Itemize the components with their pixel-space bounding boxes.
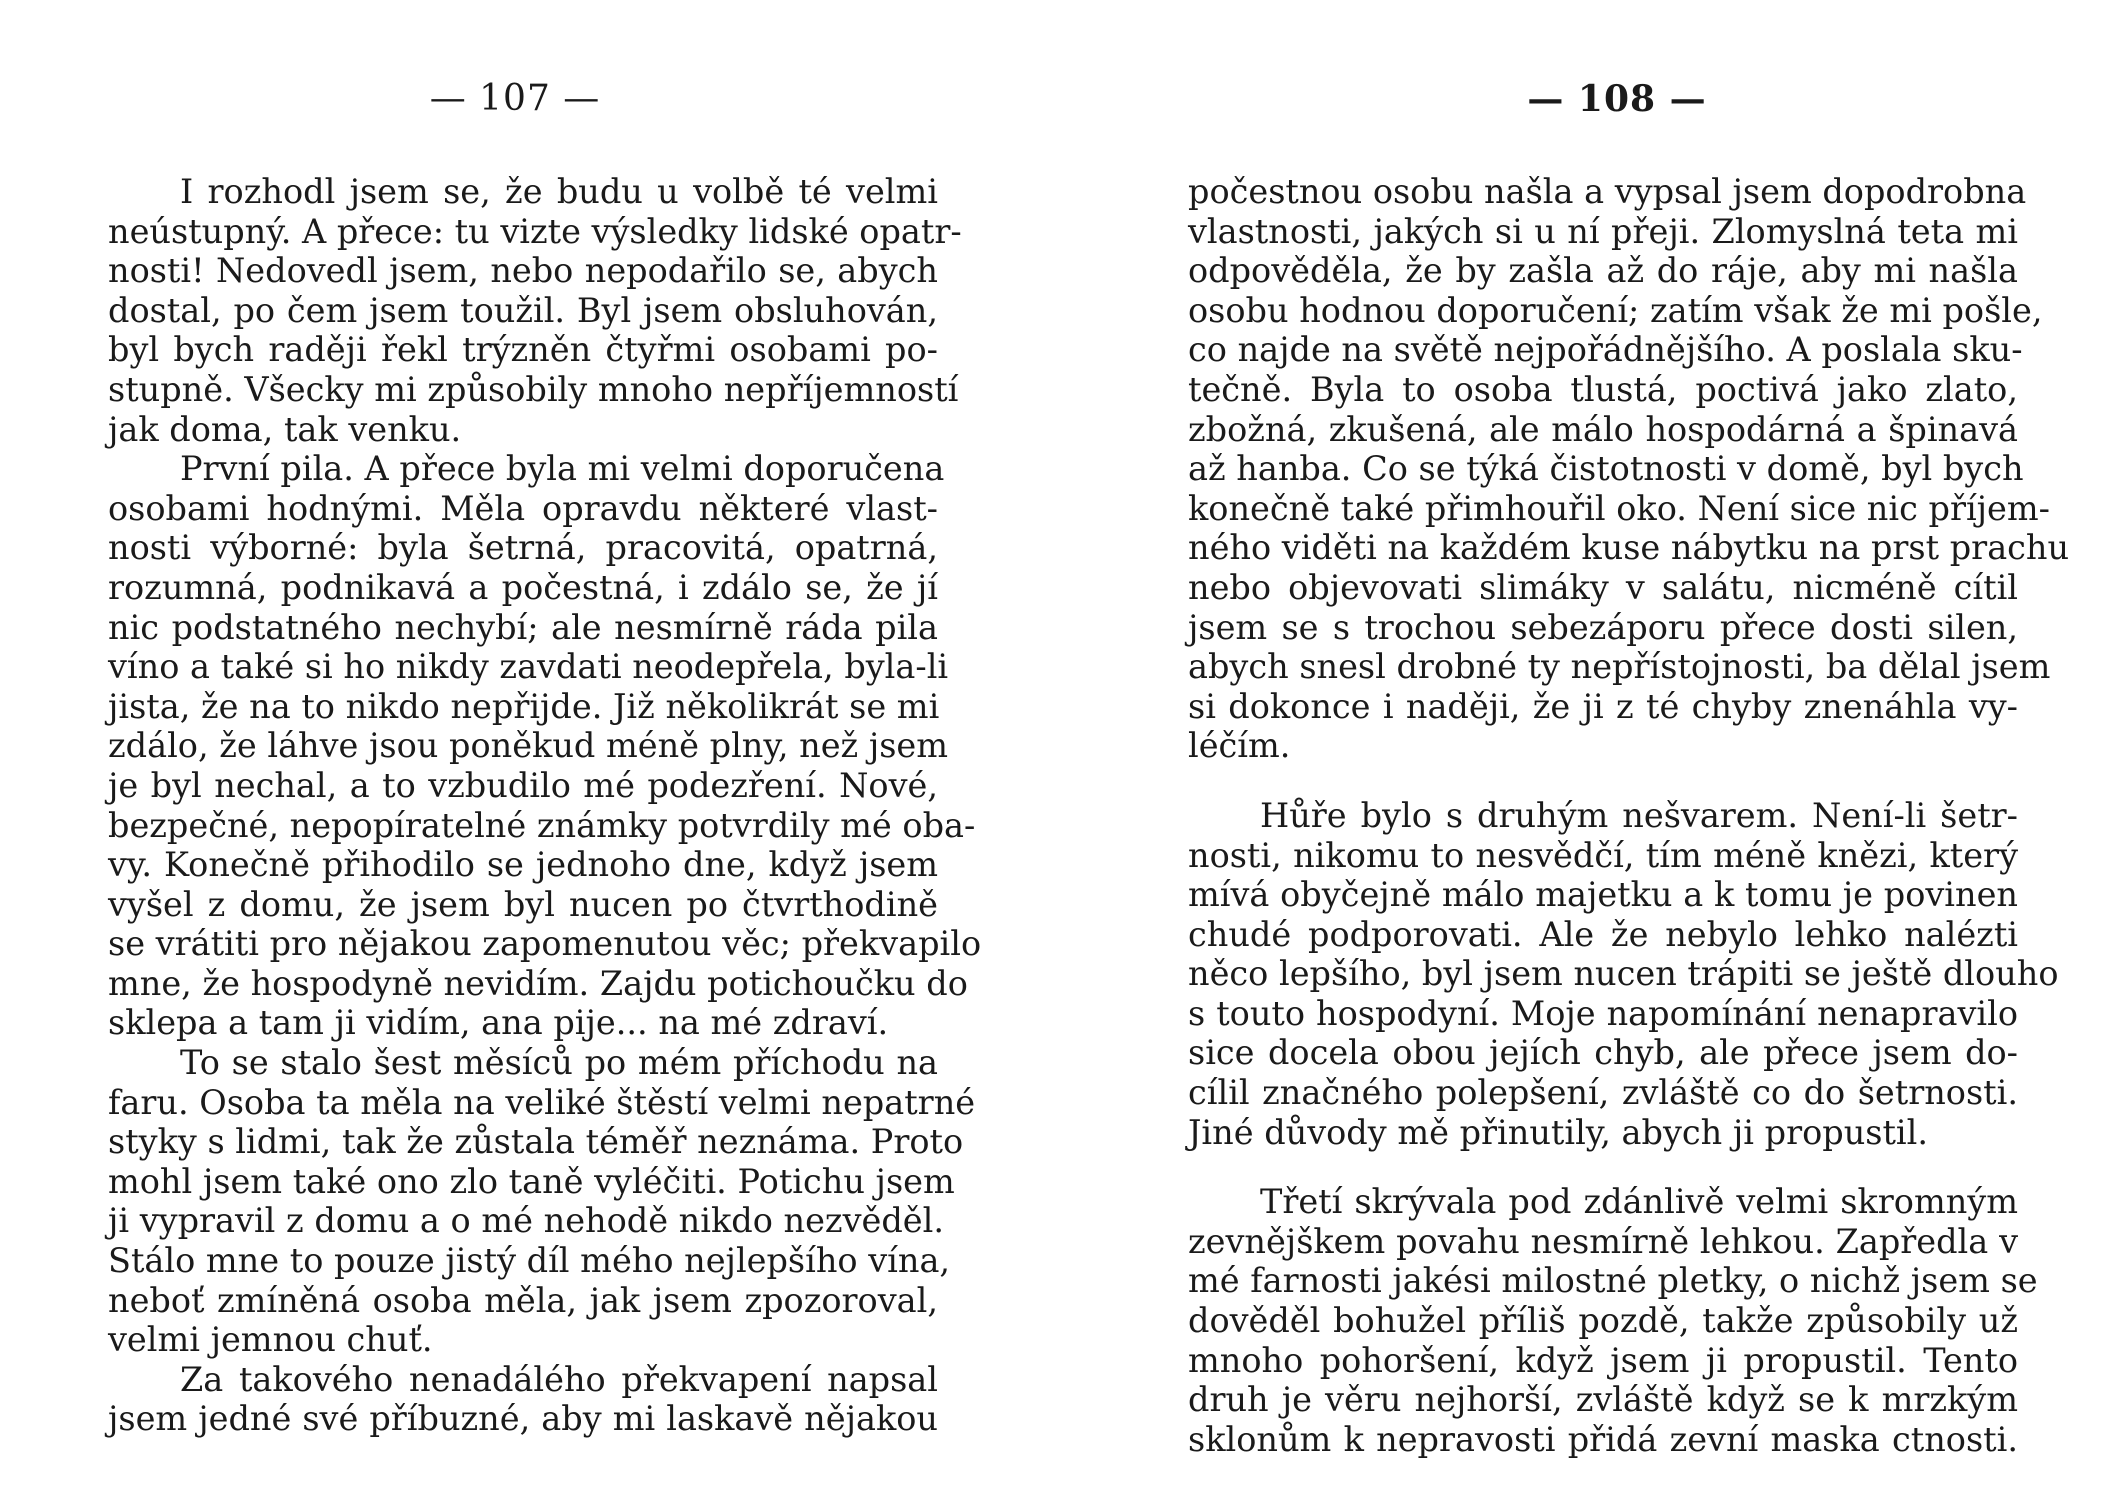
paragraph bbox=[1188, 172, 2070, 766]
text-line: styky s lidmi, tak že zůstala téměř neznáma. Proto bbox=[108, 1122, 964, 1162]
text-line: nosti! Nedovedl jsem, nebo nepodařilo se, abych bbox=[108, 251, 938, 291]
paragraph bbox=[1188, 1182, 2038, 1459]
text-line: Za takového nenadálého překvapení napsal bbox=[180, 1359, 938, 1399]
paragraph bbox=[108, 172, 962, 449]
text-line: vy. Konečně přihodilo se jednoho dne, když jsem bbox=[108, 845, 938, 885]
paragraph bbox=[108, 1360, 938, 1439]
text-line: sklonům k nepravosti přidá zevní maska ctnosti. bbox=[1188, 1419, 2018, 1459]
text-line: vyšel z domu, že jsem byl nucen po čtvrthodině bbox=[108, 884, 938, 924]
text-line: jak doma, tak venku. bbox=[108, 409, 462, 449]
text-line: První pila. A přece byla mi velmi doporučena bbox=[180, 449, 945, 489]
text-line: jista, že na to nikdo nepřijde. Již několikrát se mi bbox=[108, 686, 940, 726]
text-line: ji vypravil z domu a o mé nehodě nikdo nezvěděl. bbox=[108, 1201, 944, 1241]
right-page-text bbox=[1188, 172, 2070, 1459]
text-line: mne, že hospodyně nevidím. Zajdu potichoučku do bbox=[108, 963, 968, 1003]
text-line: bezpečné, nepopíratelné známky potvrdily mé oba- bbox=[108, 805, 976, 845]
left-page-text bbox=[108, 172, 982, 1439]
text-line: až hanba. Co se týká čistotnosti v domě, byl bych bbox=[1188, 449, 2024, 489]
text-line: osobami hodnými. Měla opravdu některé vlast- bbox=[108, 488, 938, 528]
text-line: Třetí skrývala pod zdánlivě velmi skromným bbox=[1260, 1182, 2018, 1222]
paragraph bbox=[1188, 795, 2059, 1152]
text-line: Jiné důvody mě přinutily, abych ji propustil. bbox=[1188, 1112, 1929, 1152]
text-line: I rozhodl jsem se, že budu u volbě té velmi bbox=[180, 172, 938, 211]
text-line: odpověděla, že by zašla až do ráje, aby mi našla bbox=[1188, 251, 2018, 291]
text-line: chudé podporovati. Ale že nebylo lehko nalézti bbox=[1188, 914, 2018, 954]
text-line: jsem jedné své příbuzné, aby mi laskavě nějakou bbox=[108, 1399, 938, 1439]
left-page bbox=[108, 0, 982, 1500]
left-page-number: — 107 — bbox=[429, 78, 601, 119]
text-line: se vrátiti pro nějakou zapomenutou věc; překvapilo bbox=[108, 924, 982, 964]
text-line: počestnou osobu našla a vypsal jsem dopodrobna bbox=[1188, 172, 2027, 211]
text-line: abych snesl drobné ty nepřístojnosti, ba dělal jsem bbox=[1188, 647, 2051, 687]
text-line: ného viděti na každém kuse nábytku na prst prachu bbox=[1188, 528, 2070, 568]
text-line: konečně také přimhouřil oko. Není sice nic příjem- bbox=[1188, 488, 2050, 528]
text-line: mohl jsem také ono zlo taně vyléčiti. Potichu jsem bbox=[108, 1161, 955, 1201]
text-line: mnoho pohoršení, když jsem ji propustil. Tento bbox=[1188, 1340, 2018, 1380]
text-line: osobu hodnou doporučení; zatím však že mi pošle, bbox=[1188, 290, 2043, 330]
text-line: mé farnosti jakési milostné pletky, o nichž jsem se bbox=[1188, 1261, 2038, 1301]
paragraph bbox=[108, 1043, 976, 1360]
text-line: Stálo mne to pouze jistý díl mého nejlepšího vína, bbox=[108, 1241, 951, 1281]
text-line: si dokonce i naději, že ji z té chyby znenáhla vy- bbox=[1188, 686, 2018, 726]
text-line: zevnějškem povahu nesmírně lehkou. Zapředla v bbox=[1188, 1221, 2018, 1261]
text-line: neústupný. A přece: tu vizte výsledky lidské opatr- bbox=[108, 211, 962, 251]
paragraph-gap bbox=[1188, 766, 2018, 796]
text-line: dostal, po čem jsem toužil. Byl jsem obsluhován, bbox=[108, 290, 938, 330]
text-line: něco lepšího, byl jsem nucen trápiti se ještě dlouho bbox=[1188, 954, 2059, 994]
text-line: zbožná, zkušená, ale málo hospodárná a špinavá bbox=[1188, 409, 2018, 449]
text-line: nebo objevovati slimáky v salátu, nicméně cítil bbox=[1188, 567, 2018, 607]
text-line: vlastnosti, jakých si u ní přeji. Zlomyslná teta mi bbox=[1188, 211, 2018, 251]
text-line: cílil značného polepšení, zvláště co do šetrnosti. bbox=[1188, 1073, 2018, 1113]
text-line: tečně. Byla to osoba tlustá, poctivá jako zlato, bbox=[1188, 369, 2018, 409]
text-line: léčím. bbox=[1188, 726, 1291, 766]
text-line: sice docela obou jejích chyb, ale přece jsem do- bbox=[1188, 1033, 2018, 1073]
text-line: rozumná, podnikavá a počestná, i zdálo se, že jí bbox=[108, 567, 938, 607]
right-page-number: — 108 — bbox=[1527, 78, 1707, 120]
text-line: nosti, nikomu to nesvědčí, tím méně knězi, který bbox=[1188, 835, 2018, 875]
text-line: neboť zmíněná osoba měla, jak jsem zpozoroval, bbox=[108, 1280, 938, 1320]
text-line: druh je věru nejhorší, zvláště když se k mrzkým bbox=[1188, 1380, 2018, 1420]
paragraph bbox=[108, 449, 982, 1043]
text-line: co najde na světě nejpořádnějšího. A poslala sku- bbox=[1188, 330, 2023, 370]
right-page bbox=[1188, 0, 2070, 1500]
text-line: nosti výborné: byla šetrná, pracovitá, opatrná, bbox=[108, 528, 938, 568]
paragraph-gap bbox=[1188, 1152, 2018, 1182]
text-line: stupně. Všecky mi způsobily mnoho nepříjemností bbox=[108, 369, 959, 409]
text-line: velmi jemnou chuť. bbox=[108, 1320, 433, 1360]
text-line: mívá obyčejně málo majetku a k tomu je povinen bbox=[1188, 875, 2018, 915]
text-line: je byl nechal, a to vzbudilo mé podezření. Nové, bbox=[108, 765, 938, 805]
text-line: Hůře bylo s druhým nešvarem. Není-li šetr- bbox=[1260, 795, 2018, 835]
text-line: nic podstatného nechybí; ale nesmírně ráda pila bbox=[108, 607, 938, 647]
text-line: dověděl bohužel příliš pozdě, takže způsobily už bbox=[1188, 1301, 2018, 1341]
text-line: faru. Osoba ta měla na veliké štěstí velmi nepatrné bbox=[108, 1082, 976, 1122]
text-line: sklepa a tam ji vidím, ana pije... na mé zdraví. bbox=[108, 1003, 889, 1043]
text-line: víno a také si ho nikdy zavdati neodepřela, byla-li bbox=[108, 647, 949, 687]
text-line: byl bych raději řekl trýzněn čtyřmi osobami po- bbox=[108, 330, 938, 370]
text-line: To se stalo šest měsíců po mém příchodu na bbox=[180, 1043, 938, 1083]
text-line: zdálo, že láhve jsou poněkud méně plny, než jsem bbox=[108, 726, 949, 766]
text-line: jsem se s trochou sebezáporu přece dosti silen, bbox=[1188, 607, 2018, 647]
text-line: s touto hospodyní. Moje napomínání nenapravilo bbox=[1188, 993, 2018, 1033]
